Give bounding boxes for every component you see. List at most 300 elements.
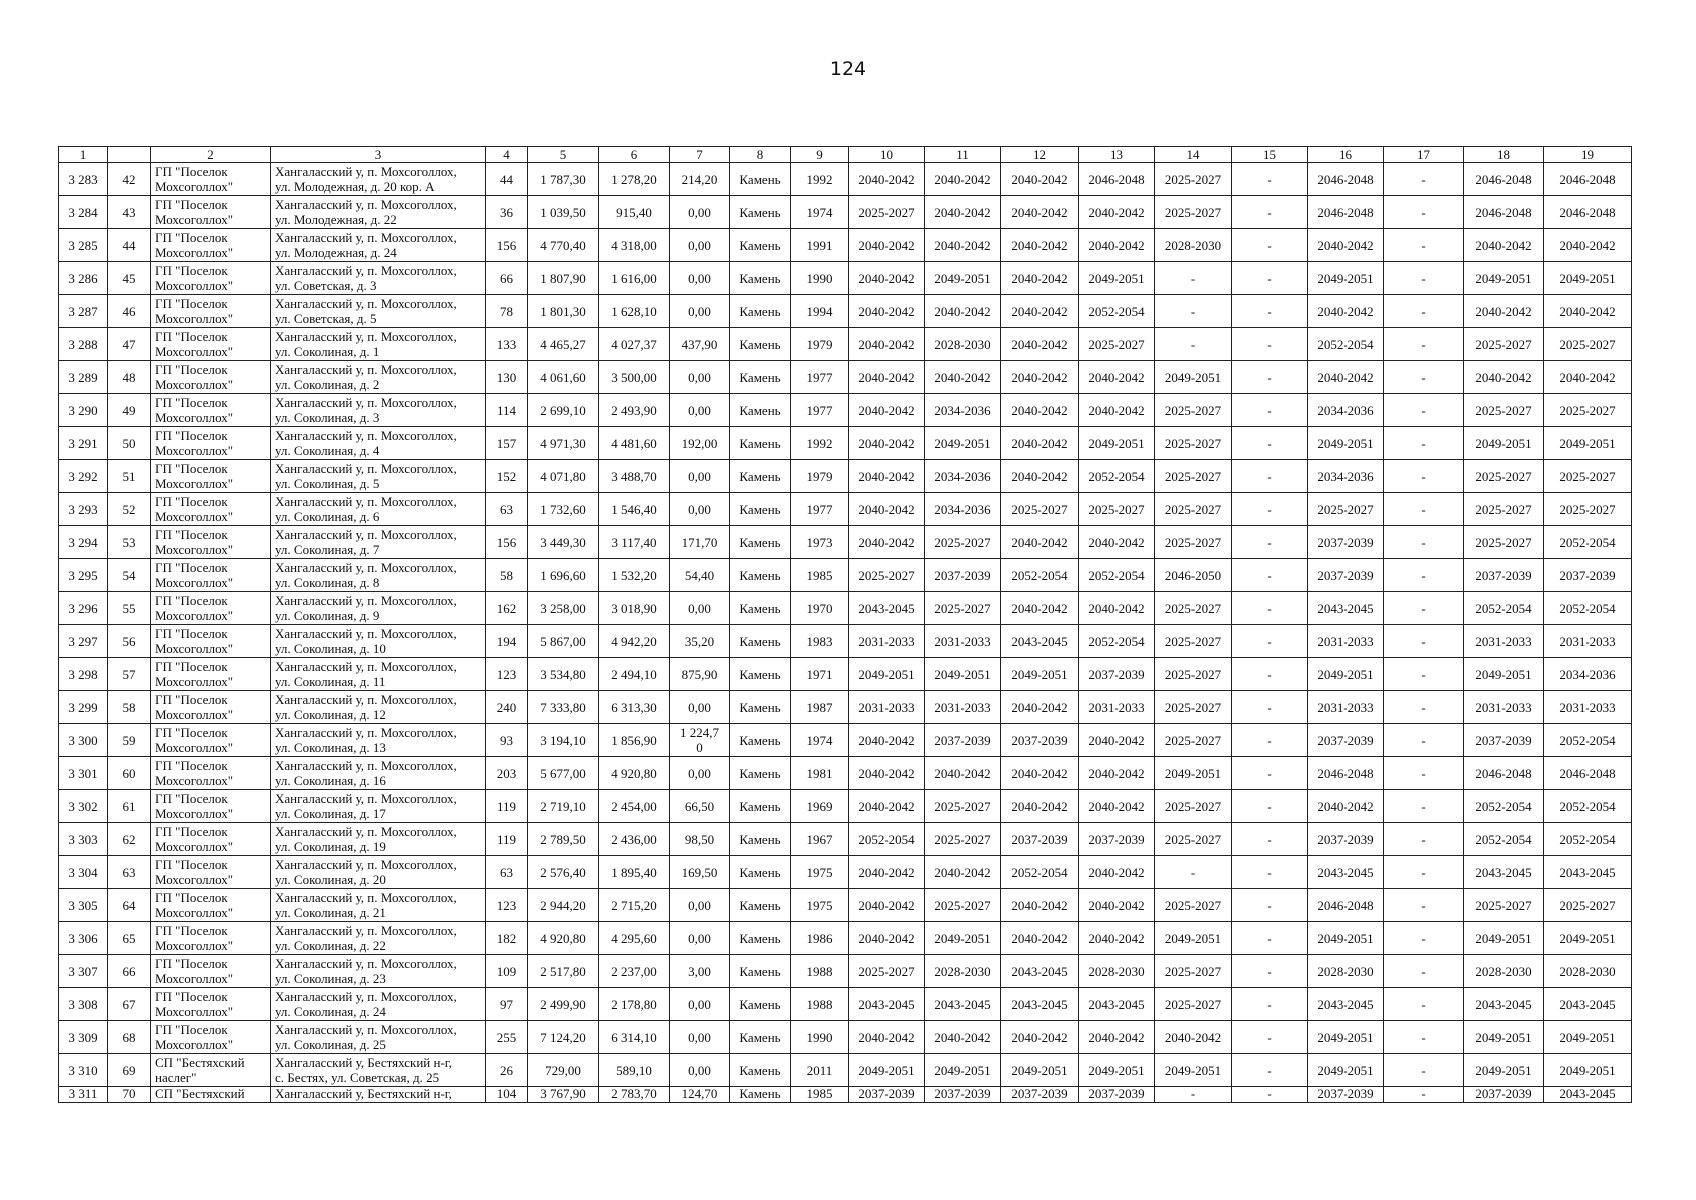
table-cell: 4 942,20 — [599, 625, 670, 658]
table-cell: 4 770,40 — [528, 229, 599, 262]
table-cell: 2049-2051 — [1001, 1054, 1079, 1087]
table-cell: 2043-2045 — [1544, 988, 1632, 1021]
table-cell: ГП "Поселок Мохсоголлох" — [151, 592, 271, 625]
table-cell: Хангаласский у, п. Мохсоголлох, ул. Молодежная, д. 24 — [271, 229, 486, 262]
table-row — [59, 328, 1632, 361]
table-cell: 50 — [108, 427, 151, 460]
table-cell: 2037-2039 — [1464, 724, 1544, 757]
table-cell: Камень — [730, 823, 791, 856]
table-cell: 2040-2042 — [1079, 790, 1155, 823]
table-cell: 2025-2027 — [1464, 328, 1544, 361]
table-cell: 2037-2039 — [925, 1087, 1001, 1103]
table-cell: 2 493,90 — [599, 394, 670, 427]
table-cell: 2052-2054 — [1544, 526, 1632, 559]
table-cell: 2049-2051 — [1544, 262, 1632, 295]
table-cell: ГП "Поселок Мохсоголлох" — [151, 856, 271, 889]
table-cell: 2052-2054 — [1544, 592, 1632, 625]
table-cell: 2040-2042 — [1001, 196, 1079, 229]
table-cell: - — [1155, 262, 1232, 295]
table-cell: 2049-2051 — [849, 1054, 925, 1087]
table-cell: 2011 — [791, 1054, 849, 1087]
table-cell: 1977 — [791, 361, 849, 394]
table-cell: 54,40 — [670, 559, 730, 592]
table-cell: ГП "Поселок Мохсоголлох" — [151, 625, 271, 658]
table-cell: 48 — [108, 361, 151, 394]
table-cell: - — [1155, 856, 1232, 889]
table-cell: 2052-2054 — [1464, 790, 1544, 823]
table-cell: 0,00 — [670, 592, 730, 625]
table-cell: 130 — [486, 361, 528, 394]
column-header — [108, 147, 151, 163]
table-cell: Камень — [730, 889, 791, 922]
table-cell: ГП "Поселок Мохсоголлох" — [151, 922, 271, 955]
table-cell: 2040-2042 — [1001, 427, 1079, 460]
table-cell: 109 — [486, 955, 528, 988]
table-cell: 2040-2042 — [1001, 757, 1079, 790]
table-cell: 54 — [108, 559, 151, 592]
table-cell: - — [1232, 955, 1308, 988]
table-cell: 4 061,60 — [528, 361, 599, 394]
table-cell: 0,00 — [670, 229, 730, 262]
table-cell: 64 — [108, 889, 151, 922]
table-cell: 2049-2051 — [1544, 427, 1632, 460]
table-cell: 2025-2027 — [849, 559, 925, 592]
table-cell: 1977 — [791, 394, 849, 427]
table-cell: 2049-2051 — [1464, 1054, 1544, 1087]
table-cell: 0,00 — [670, 1021, 730, 1054]
table-cell: 0,00 — [670, 988, 730, 1021]
table-cell: 119 — [486, 790, 528, 823]
column-header: 10 — [849, 147, 925, 163]
table-cell: - — [1232, 691, 1308, 724]
table-cell: Хангаласский у, п. Мохсоголлох, ул. Молодежная, д. 20 кор. А — [271, 163, 486, 196]
table-cell: 2031-2033 — [1464, 691, 1544, 724]
column-header: 12 — [1001, 147, 1079, 163]
table-cell: 3 300 — [59, 724, 108, 757]
table-row — [59, 988, 1632, 1021]
table-cell: 2040-2042 — [849, 328, 925, 361]
table-cell: 2037-2039 — [925, 559, 1001, 592]
table-cell: 2043-2045 — [1544, 1087, 1632, 1103]
table-cell: - — [1232, 262, 1308, 295]
table-cell: 2025-2027 — [1155, 823, 1232, 856]
table-row — [59, 295, 1632, 328]
table-cell: 1 039,50 — [528, 196, 599, 229]
table-cell: 2043-2045 — [849, 988, 925, 1021]
column-header: 18 — [1464, 147, 1544, 163]
table-cell: 3 306 — [59, 922, 108, 955]
table-cell: 2031-2033 — [1079, 691, 1155, 724]
table-cell: 255 — [486, 1021, 528, 1054]
table-cell: 2040-2042 — [849, 856, 925, 889]
table-cell: - — [1232, 163, 1308, 196]
table-cell: 0,00 — [670, 691, 730, 724]
table-cell: 2049-2051 — [925, 427, 1001, 460]
table-cell: Камень — [730, 196, 791, 229]
column-header: 8 — [730, 147, 791, 163]
table-cell: 2046-2048 — [1464, 163, 1544, 196]
table-cell: 2037-2039 — [1308, 559, 1384, 592]
table-cell: 2052-2054 — [849, 823, 925, 856]
table-cell: 2043-2045 — [1464, 988, 1544, 1021]
table-cell: 69 — [108, 1054, 151, 1087]
table-cell: 182 — [486, 922, 528, 955]
table-cell: - — [1155, 1087, 1232, 1103]
table-cell: СП "Бестяхский — [151, 1087, 271, 1103]
table-cell: 2025-2027 — [849, 955, 925, 988]
table-cell: 63 — [486, 856, 528, 889]
table-cell: 2049-2051 — [925, 922, 1001, 955]
table-cell: 3 298 — [59, 658, 108, 691]
table-cell: - — [1232, 856, 1308, 889]
table-cell: Камень — [730, 625, 791, 658]
table-cell: 2049-2051 — [1308, 1054, 1384, 1087]
table-cell: 2025-2027 — [1155, 724, 1232, 757]
table-cell: 3 294 — [59, 526, 108, 559]
table-cell: 2031-2033 — [1308, 691, 1384, 724]
table-cell: 1988 — [791, 988, 849, 1021]
table-cell: - — [1384, 1087, 1464, 1103]
table-cell: 2049-2051 — [1464, 427, 1544, 460]
table-cell: - — [1232, 526, 1308, 559]
table-cell: 2040-2042 — [1079, 856, 1155, 889]
table-cell: 2025-2027 — [1155, 526, 1232, 559]
table-cell: 2025-2027 — [1155, 460, 1232, 493]
table-cell: 1992 — [791, 427, 849, 460]
table-cell: Хангаласский у, п. Мохсоголлох, ул. Соколиная, д. 19 — [271, 823, 486, 856]
table-cell: 2025-2027 — [1155, 955, 1232, 988]
table-cell: Хангаласский у, п. Мохсоголлох, ул. Соколиная, д. 16 — [271, 757, 486, 790]
table-cell: Хангаласский у, п. Мохсоголлох, ул. Соколиная, д. 6 — [271, 493, 486, 526]
table-cell: 2040-2042 — [849, 427, 925, 460]
table-row — [59, 625, 1632, 658]
table-cell: 2025-2027 — [1155, 988, 1232, 1021]
table-cell: 60 — [108, 757, 151, 790]
table-cell: 1974 — [791, 724, 849, 757]
table-cell: 2025-2027 — [1464, 889, 1544, 922]
table-cell: 119 — [486, 823, 528, 856]
table-cell: 2031-2033 — [1308, 625, 1384, 658]
column-header: 5 — [528, 147, 599, 163]
table-cell: - — [1232, 559, 1308, 592]
table-cell: 1991 — [791, 229, 849, 262]
table-cell: ГП "Поселок Мохсоголлох" — [151, 691, 271, 724]
table-cell: - — [1232, 724, 1308, 757]
table-cell: - — [1232, 988, 1308, 1021]
table-cell: ГП "Поселок Мохсоголлох" — [151, 328, 271, 361]
table-cell: - — [1384, 625, 1464, 658]
table-cell: 2043-2045 — [1308, 856, 1384, 889]
table-cell: Камень — [730, 988, 791, 1021]
table-cell: 51 — [108, 460, 151, 493]
table-cell: 2040-2042 — [1155, 1021, 1232, 1054]
table-cell: 3 305 — [59, 889, 108, 922]
table-cell: 1 895,40 — [599, 856, 670, 889]
table-cell: Камень — [730, 262, 791, 295]
table-cell: 3 302 — [59, 790, 108, 823]
table-cell: 3 304 — [59, 856, 108, 889]
table-cell: 78 — [486, 295, 528, 328]
table-cell: 104 — [486, 1087, 528, 1103]
table-cell: - — [1232, 922, 1308, 955]
table-cell: 2040-2042 — [925, 196, 1001, 229]
table-cell: 2025-2027 — [1544, 328, 1632, 361]
table-cell: ГП "Поселок Мохсоголлох" — [151, 163, 271, 196]
table-cell: 2025-2027 — [1079, 328, 1155, 361]
table-cell: 2046-2048 — [1544, 196, 1632, 229]
table-cell: 2025-2027 — [1155, 592, 1232, 625]
table-cell: 2046-2048 — [1079, 163, 1155, 196]
table-cell: Камень — [730, 526, 791, 559]
column-number-row — [59, 147, 1632, 163]
table-cell: 589,10 — [599, 1054, 670, 1087]
table-cell: 59 — [108, 724, 151, 757]
table-cell: 2049-2051 — [1308, 658, 1384, 691]
column-header: 13 — [1079, 147, 1155, 163]
table-cell: - — [1384, 691, 1464, 724]
table-cell: 2037-2039 — [1308, 823, 1384, 856]
table-cell: 2025-2027 — [925, 526, 1001, 559]
table-cell: 2040-2042 — [849, 526, 925, 559]
table-cell: 4 481,60 — [599, 427, 670, 460]
table-cell: - — [1155, 295, 1232, 328]
table-cell: 2 783,70 — [599, 1087, 670, 1103]
table-cell: 2037-2039 — [1079, 1087, 1155, 1103]
table-cell: 43 — [108, 196, 151, 229]
table-cell: 1971 — [791, 658, 849, 691]
table-cell: Камень — [730, 559, 791, 592]
table-cell: - — [1232, 361, 1308, 394]
table-cell: 1977 — [791, 493, 849, 526]
table-cell: 2025-2027 — [925, 592, 1001, 625]
table-cell: 1992 — [791, 163, 849, 196]
table-cell: 2052-2054 — [1001, 856, 1079, 889]
table-cell: 2025-2027 — [1155, 658, 1232, 691]
table-cell: - — [1384, 889, 1464, 922]
table-cell: 2025-2027 — [849, 196, 925, 229]
table-cell: - — [1384, 823, 1464, 856]
table-cell: 2025-2027 — [1155, 196, 1232, 229]
table-cell: 2040-2042 — [1464, 295, 1544, 328]
table-cell: 1 787,30 — [528, 163, 599, 196]
table-cell: 214,20 — [670, 163, 730, 196]
table-cell: 2040-2042 — [1079, 724, 1155, 757]
table-row — [59, 361, 1632, 394]
table-cell: 1986 — [791, 922, 849, 955]
table-cell: 63 — [108, 856, 151, 889]
table-cell: 2046-2048 — [1544, 163, 1632, 196]
table-cell: 2049-2051 — [1079, 1054, 1155, 1087]
table-cell: 3 289 — [59, 361, 108, 394]
table-cell: 2025-2027 — [1001, 493, 1079, 526]
table-cell: 203 — [486, 757, 528, 790]
table-cell: 2040-2042 — [849, 163, 925, 196]
table-cell: Хангаласский у, Бестяхский н-г, с. Бестях, ул. Советская, д. 25 — [271, 1054, 486, 1087]
table-row — [59, 262, 1632, 295]
table-cell: - — [1232, 196, 1308, 229]
table-cell: 2040-2042 — [1308, 790, 1384, 823]
table-cell: 2040-2042 — [1001, 1021, 1079, 1054]
table-cell: 2040-2042 — [1079, 592, 1155, 625]
table-cell: 44 — [108, 229, 151, 262]
table-cell: Камень — [730, 295, 791, 328]
table-cell: 2025-2027 — [1155, 790, 1232, 823]
table-cell: 2025-2027 — [1464, 493, 1544, 526]
table-cell: 2052-2054 — [1079, 559, 1155, 592]
table-cell: 3 767,90 — [528, 1087, 599, 1103]
table-cell: 2025-2027 — [1155, 394, 1232, 427]
table-cell: - — [1232, 1021, 1308, 1054]
table-cell: 2 944,20 — [528, 889, 599, 922]
table-cell: 2040-2042 — [925, 361, 1001, 394]
table-cell: 3 307 — [59, 955, 108, 988]
table-cell: 3 297 — [59, 625, 108, 658]
table-cell: 2028-2030 — [925, 955, 1001, 988]
table-cell: 2049-2051 — [1079, 262, 1155, 295]
table-cell: 65 — [108, 922, 151, 955]
table-cell: 169,50 — [670, 856, 730, 889]
table-cell: - — [1384, 427, 1464, 460]
table-cell: 0,00 — [670, 262, 730, 295]
table-row — [59, 922, 1632, 955]
table-cell: 2025-2027 — [1155, 163, 1232, 196]
column-header: 19 — [1544, 147, 1632, 163]
table-cell: 2049-2051 — [1155, 922, 1232, 955]
table-cell: 2049-2051 — [1544, 1021, 1632, 1054]
table-cell: 2025-2027 — [925, 889, 1001, 922]
table-cell: 2025-2027 — [1155, 889, 1232, 922]
table-cell: 2040-2042 — [1544, 361, 1632, 394]
table-cell: Хангаласский у, п. Мохсоголлох, ул. Советская, д. 3 — [271, 262, 486, 295]
table-cell: 2025-2027 — [1544, 493, 1632, 526]
table-cell: - — [1155, 328, 1232, 361]
table-cell: 67 — [108, 988, 151, 1021]
table-cell: 2 719,10 — [528, 790, 599, 823]
table-cell: 2040-2042 — [1001, 229, 1079, 262]
table-cell: 4 920,80 — [528, 922, 599, 955]
table-cell: Хангаласский у, п. Мохсоголлох, ул. Соколиная, д. 1 — [271, 328, 486, 361]
table-cell: 192,00 — [670, 427, 730, 460]
table-cell: 0,00 — [670, 361, 730, 394]
table-cell: 0,00 — [670, 1054, 730, 1087]
table-cell: 55 — [108, 592, 151, 625]
table-cell: ГП "Поселок Мохсоголлох" — [151, 790, 271, 823]
table-cell: 6 314,10 — [599, 1021, 670, 1054]
table-cell: 4 027,37 — [599, 328, 670, 361]
table-cell: 2049-2051 — [1308, 1021, 1384, 1054]
table-row — [59, 163, 1632, 196]
table-cell: 157 — [486, 427, 528, 460]
table-cell: 3 291 — [59, 427, 108, 460]
table-cell: Камень — [730, 724, 791, 757]
table-cell: 2037-2039 — [1079, 823, 1155, 856]
table-cell: СП "Бестяхский наслег" — [151, 1054, 271, 1087]
table-cell: 1 801,30 — [528, 295, 599, 328]
table-cell: 2049-2051 — [1308, 922, 1384, 955]
table-cell: - — [1384, 394, 1464, 427]
table-cell: 2034-2036 — [1544, 658, 1632, 691]
table-cell: - — [1232, 1054, 1308, 1087]
table-row — [59, 427, 1632, 460]
table-cell: ГП "Поселок Мохсоголлох" — [151, 889, 271, 922]
table-cell: - — [1384, 658, 1464, 691]
table-row — [59, 592, 1632, 625]
table-cell: 2049-2051 — [849, 658, 925, 691]
table-cell: 3 293 — [59, 493, 108, 526]
table-cell: ГП "Поселок Мохсоголлох" — [151, 724, 271, 757]
table-row — [59, 691, 1632, 724]
column-header: 3 — [271, 147, 486, 163]
table-cell: Камень — [730, 427, 791, 460]
table-cell: 2 436,00 — [599, 823, 670, 856]
table-cell: 36 — [486, 196, 528, 229]
table-cell: Хангаласский у, п. Мохсоголлох, ул. Соколиная, д. 25 — [271, 1021, 486, 1054]
column-header: 11 — [925, 147, 1001, 163]
table-cell: 2037-2039 — [1308, 724, 1384, 757]
table-cell: Хангаласский у, п. Мохсоголлох, ул. Соколиная, д. 5 — [271, 460, 486, 493]
table-cell: 2034-2036 — [925, 394, 1001, 427]
table-cell: 2040-2042 — [1079, 1021, 1155, 1054]
table-cell: 2049-2051 — [1544, 1054, 1632, 1087]
table-cell: ГП "Поселок Мохсоголлох" — [151, 658, 271, 691]
table-cell: 0,00 — [670, 493, 730, 526]
table-cell: 2046-2048 — [1544, 757, 1632, 790]
table-cell: 0,00 — [670, 394, 730, 427]
table-cell: 1969 — [791, 790, 849, 823]
table-cell: 2037-2039 — [1079, 658, 1155, 691]
table-cell: 1994 — [791, 295, 849, 328]
table-cell: 2040-2042 — [1079, 889, 1155, 922]
table-cell: 4 071,80 — [528, 460, 599, 493]
table-row — [59, 1087, 1632, 1103]
table-cell: 171,70 — [670, 526, 730, 559]
table-cell: 2049-2051 — [925, 262, 1001, 295]
table-cell: 2052-2054 — [1464, 592, 1544, 625]
table-cell: 2040-2042 — [1001, 922, 1079, 955]
column-header: 14 — [1155, 147, 1232, 163]
table-cell: 1 546,40 — [599, 493, 670, 526]
table-cell: Камень — [730, 856, 791, 889]
table-row — [59, 955, 1632, 988]
table-cell: 875,90 — [670, 658, 730, 691]
table-cell: 1 278,20 — [599, 163, 670, 196]
table-cell: 152 — [486, 460, 528, 493]
table-cell: ГП "Поселок Мохсоголлох" — [151, 955, 271, 988]
table-cell: 42 — [108, 163, 151, 196]
table-cell: Хангаласский у, п. Мохсоголлох, ул. Соколиная, д. 10 — [271, 625, 486, 658]
table-cell: 2040-2042 — [925, 757, 1001, 790]
table-row — [59, 526, 1632, 559]
table-cell: 3 296 — [59, 592, 108, 625]
table-cell: Камень — [730, 1087, 791, 1103]
table-cell: - — [1384, 196, 1464, 229]
table-cell: - — [1232, 460, 1308, 493]
table-cell: 2040-2042 — [925, 229, 1001, 262]
table-cell: 2040-2042 — [1464, 229, 1544, 262]
column-header: 16 — [1308, 147, 1384, 163]
housing-registry-table — [58, 146, 1632, 1103]
table-cell: 2052-2054 — [1079, 460, 1155, 493]
table-cell: 57 — [108, 658, 151, 691]
table-cell: 0,00 — [670, 460, 730, 493]
table-cell: - — [1384, 361, 1464, 394]
table-cell: 2040-2042 — [849, 295, 925, 328]
table-cell: 0,00 — [670, 196, 730, 229]
table-cell: 1 696,60 — [528, 559, 599, 592]
table-row — [59, 229, 1632, 262]
table-cell: 56 — [108, 625, 151, 658]
table-cell: 3 301 — [59, 757, 108, 790]
